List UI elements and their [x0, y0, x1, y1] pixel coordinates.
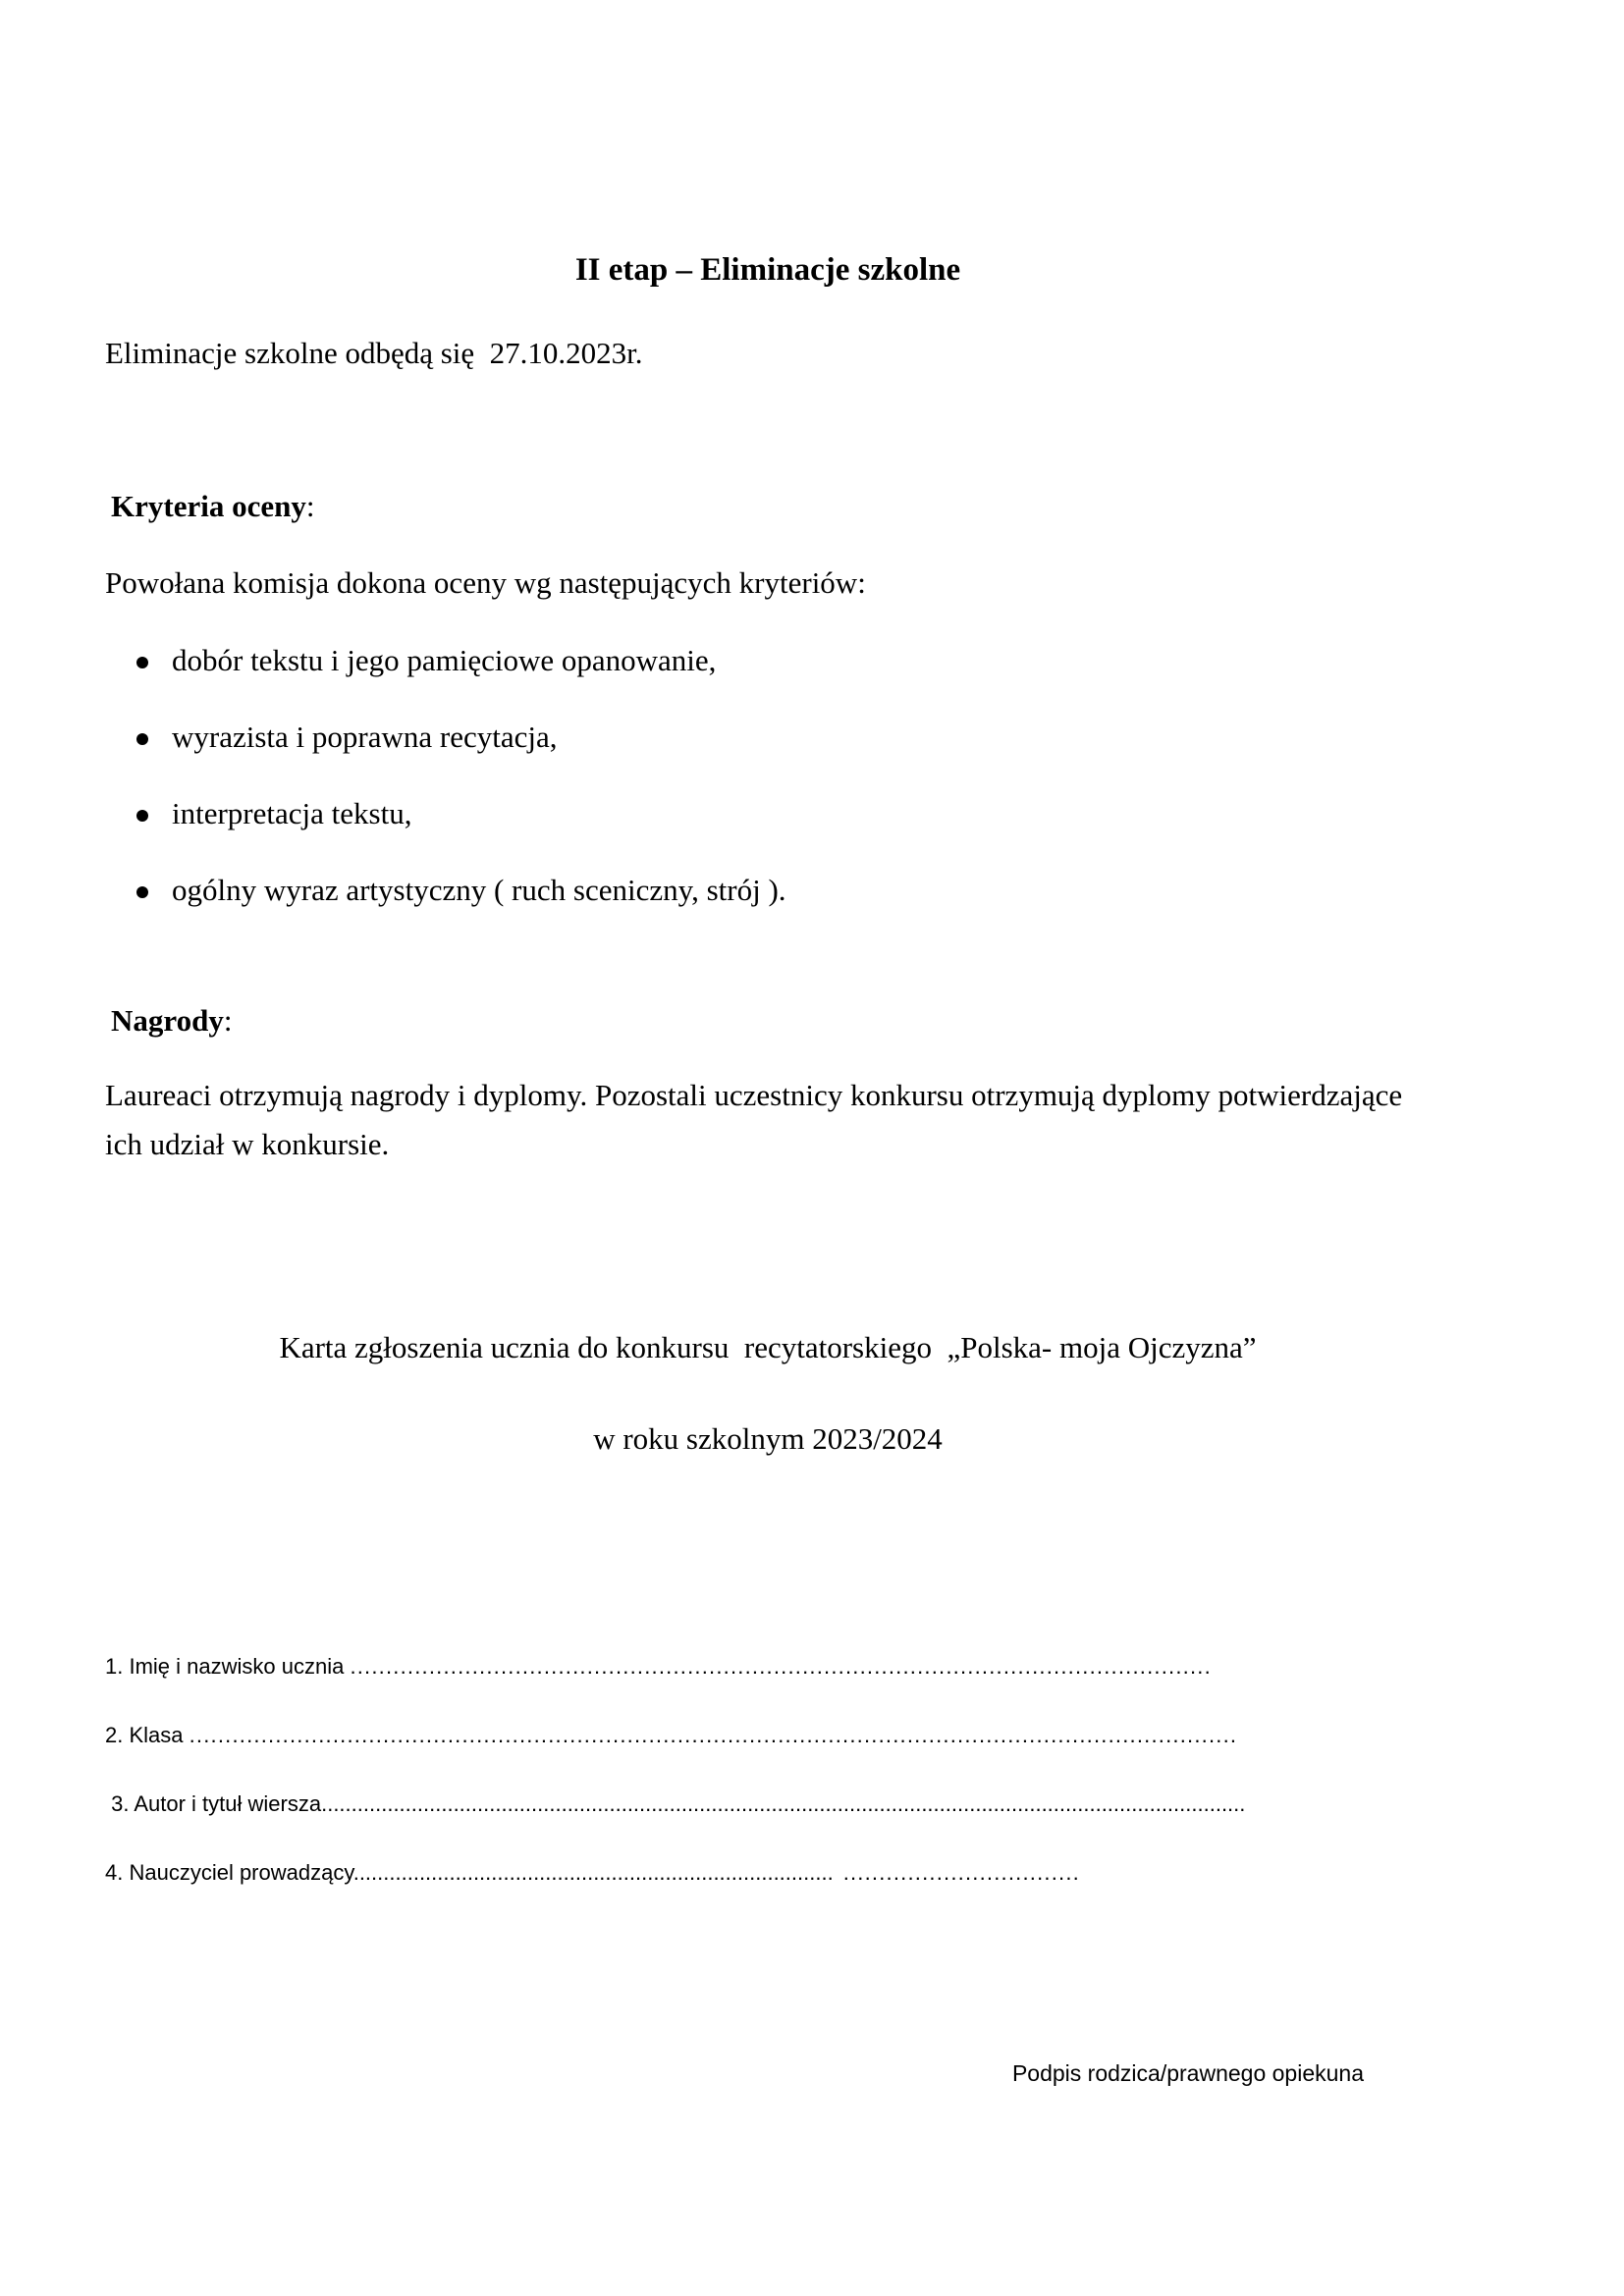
criteria-lead: Powołana komisja dokona oceny wg następujących kryteriów: — [105, 565, 866, 600]
awards-body: Laureaci otrzymują nagrody i dyplomy. Pozostali uczestnicy konkursu otrzymują dyplomy potwierdzające ich udział w konkursie. — [105, 1078, 1403, 1161]
form-field-label: 4. Nauczyciel prowadzący — [105, 1860, 353, 1885]
criteria-item — [136, 720, 1431, 755]
criteria-item-text: ogólny wyraz artystyczny ( ruch sceniczny, strój ). — [172, 873, 786, 907]
dotted-line: .................................................................................................................................................. — [189, 1723, 1238, 1747]
criteria-heading-colon: : — [305, 489, 315, 523]
criteria-item — [136, 643, 1431, 678]
form-field-class — [105, 1722, 1431, 1749]
form-field-label: 2. Klasa — [105, 1723, 189, 1747]
awards-heading-colon: : — [223, 1003, 233, 1038]
form-field-author-title — [105, 1790, 1431, 1818]
form-field-student-name — [105, 1653, 1431, 1681]
bullet-icon — [136, 733, 148, 745]
bullet-icon — [136, 810, 148, 822]
page-title: II etap – Eliminacje szkolne — [574, 252, 961, 288]
criteria-heading — [111, 488, 1431, 525]
form-field-label: 3. Autor i tytuł wiersza — [105, 1791, 322, 1816]
awards-heading-text: Nagrody — [111, 1003, 224, 1038]
criteria-item-text: interpretacja tekstu, — [172, 796, 412, 830]
criteria-item-text: dobór tekstu i jego pamięciowe opanowanie, — [172, 643, 717, 677]
bullet-icon — [136, 657, 148, 668]
criteria-heading-text: Kryteria oceny — [111, 489, 306, 523]
criteria-item — [136, 796, 1431, 831]
form-field-teacher — [105, 1859, 1431, 1887]
criteria-item — [136, 873, 1431, 908]
dotted-line: ................................. — [842, 1860, 1080, 1885]
bullet-icon — [136, 886, 148, 898]
application-year: w roku szkolnym 2023/2024 — [593, 1421, 943, 1456]
signature-label: Podpis rodzica/prawnego opiekuna — [1011, 2060, 1364, 2086]
criteria-list — [105, 643, 1431, 908]
document-content — [105, 250, 1431, 2087]
dotted-line: .......................................................................................................................................................... — [321, 1791, 1246, 1816]
dotted-line: ................................................................................ — [352, 1860, 834, 1885]
dotted-line: ........................................................................................................................ — [350, 1654, 1212, 1679]
intro-line: Eliminacje szkolne odbędą się 27.10.2023r. — [105, 336, 643, 370]
application-form — [105, 1653, 1431, 1887]
awards-heading — [111, 1002, 1431, 1040]
criteria-item-text: wyrazista i poprawna recytacja, — [172, 720, 558, 754]
application-title: Karta zgłoszenia ucznia do konkursu recytatorskiego „Polska- moja Ojczyzna” — [279, 1330, 1257, 1364]
form-field-label: 1. Imię i nazwisko ucznia — [105, 1654, 351, 1679]
